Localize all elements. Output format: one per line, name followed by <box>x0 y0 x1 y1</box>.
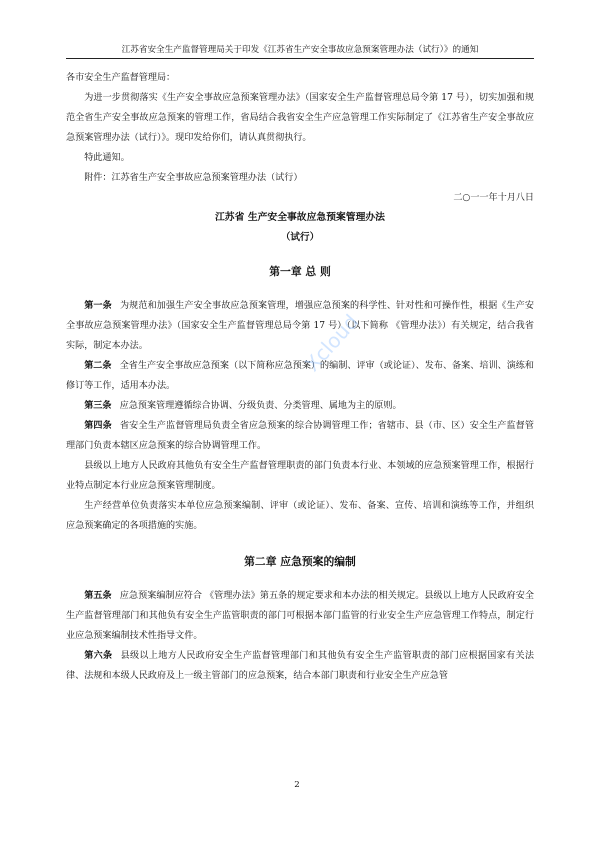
spacer <box>66 282 534 296</box>
watermark: Xcloud <box>300 309 364 377</box>
spacer <box>66 248 534 262</box>
article-text: 为规范和加强生产安全事故应急预案管理，增强应急预案的科学性、针对性和可操作性，根据《生产安全事故应急预案管理办法》（国家安全生产监督管理总局令第 17 号）（以下简称 《管理办法》）有关规定，结合我省实际，制定本办法。 <box>66 301 534 351</box>
article-2 <box>66 356 534 396</box>
document-subtitle: （试行） <box>280 232 320 243</box>
salutation: 各市安全生产监督管理局： <box>66 73 176 83</box>
notice-paragraph: 为进一步贯彻落实《生产安全事故应急预案管理办法》（国家安全生产监督管理总局令第 17 号），切实加强和规范全省生产安全事故应急预案的管理工作，省局结合我省安全生产应急管理工作实际制定了《江苏省生产安全事故应急预案管理办法（试行）》。现印发给你们，请认真贯彻执行。 <box>66 93 534 143</box>
notice-attachment: 附件：江苏省生产安全事故应急预案管理办法（试行） <box>84 173 303 183</box>
chapter-1-title: 第一章 总 则 <box>269 265 331 278</box>
article-label: 第六条 <box>84 651 113 661</box>
article-text: 全省生产安全事故应急预案（以下简称应急预案）的编制、评审（或论证）、发布、备案、培训、演练和修订等工作，适用本办法。 <box>66 361 534 391</box>
article-text: 应急预案管理遵循综合协调、分级负责、分类管理、属地为主的原则。 <box>119 401 402 411</box>
chapter-2-title: 第二章 应急预案的编制 <box>244 555 356 568</box>
article-text: 应急预案编制应符合 《管理办法》第五条的规定要求和本办法的相关规定。县级以上地方人民政府安全生产监督管理部门和其他负有安全生产监管职责的部门可根据本部门监管的行业安全生产应急管理工作特点，制定行业应急预案编制技术性指导文件。 <box>66 591 534 641</box>
spacer <box>66 536 534 552</box>
page-number: 2 <box>294 780 300 790</box>
running-header: 江苏省安全生产监督管理局关于印发《江苏省生产安全事故应急预案管理办法（试行）》的通知 <box>121 45 479 55</box>
article-5 <box>66 586 534 646</box>
article-label: 第五条 <box>84 591 112 601</box>
article-text: 县级以上地方人民政府安全生产监督管理部门和其他负有安全生产监管职责的部门应根据国家有关法律、法规和本级人民政府及上一级主管部门的应急预案，结合本部门职责和行业安全生产应急管 <box>66 651 534 681</box>
article-text: 省安全生产监督管理局负责全省应急预案的综合协调管理工作；省辖市、县（市、区）安全生产监督管理部门负责本辖区应急预案的综合协调管理工作。 <box>66 421 534 451</box>
article-4 <box>66 416 534 456</box>
notice-closing: 特此通知。 <box>84 153 130 163</box>
notice-date: 二○一一年十月八日 <box>453 193 534 203</box>
article-label: 第三条 <box>84 401 112 411</box>
article-6 <box>66 646 534 686</box>
article-label: 第二条 <box>84 361 112 371</box>
article-1 <box>66 296 534 356</box>
page-body <box>66 68 534 686</box>
header-divider <box>66 58 534 59</box>
article-label: 第四条 <box>84 421 112 431</box>
document-title: 江苏省 生产安全事故应急预案管理办法 <box>215 212 385 223</box>
spacer <box>66 572 534 586</box>
article-3 <box>66 396 534 416</box>
article-4-paragraph-2: 县级以上地方人民政府其他负有安全生产监督管理职责的部门负责本行业、本领域的应急预案管理工作，根据行业特点制定本行业应急预案管理制度。 <box>66 461 534 491</box>
article-4-paragraph-3: 生产经营单位负责落实本单位应急预案编制、评审（或论证）、发布、备案、宣传、培训和演练等工作，并组织应急预案确定的各项措施的实施。 <box>66 501 534 531</box>
article-label: 第一条 <box>84 301 112 311</box>
